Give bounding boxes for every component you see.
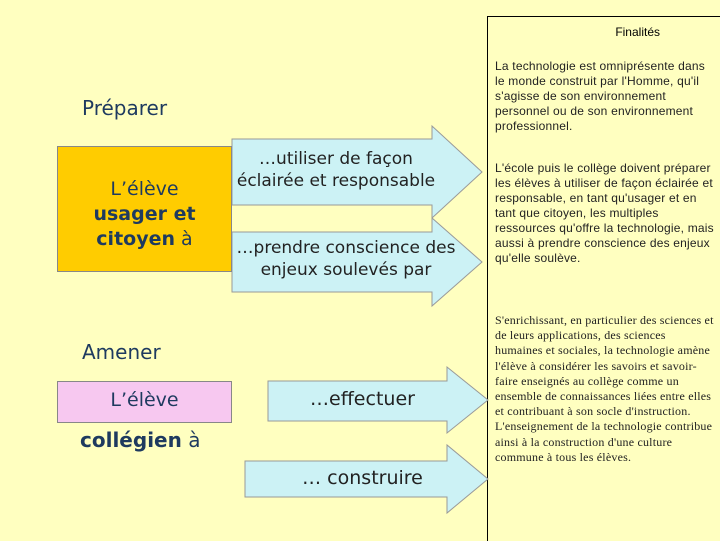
amener-box: L’élève [57,381,232,423]
finalites-title: Finalités [615,25,660,39]
amener-line-2-bold: collégien [80,428,182,452]
amener-line-2-rest: à [181,428,201,452]
amener-line-2 [80,428,200,452]
heading-preparer: Préparer [82,96,168,120]
arrow-effectuer-text: …effectuer [310,388,415,410]
preparer-line-1: L’élève [110,178,179,200]
finalites-text-2: L'école puis le collège doivent préparer les élèves à utiliser de façon éclairée et responsable, en tant qu'usager et en tant que citoyen, les multiples ressources qu'offre la technologie, mais aussi à prendre conscience des enjeux qu'elle soulève. [495,161,714,265]
preparer-box [57,146,232,272]
finalites-text-1: La technologie est omniprésente dans le monde construit par l'Homme, qu'il s'agisse de son environnement personnel ou de son environnement professionnel. [495,59,706,133]
preparer-line-3-rest: à [175,228,193,250]
arrow-utiliser-text: …utiliser de façon éclairée et responsable [236,149,436,191]
heading-amener: Amener [82,340,161,364]
preparer-line-3-bold: citoyen [96,228,176,250]
arrow-prendre-conscience-text: …prendre conscience des enjeux soulevés par [236,238,456,280]
preparer-line-3 [58,227,231,252]
finalites-text-3: S'enrichissant, en particulier des sciences et de leurs applications, des sciences humaines et sociales, la technologie amène l'élève à considérer les savoirs et savoir-faire enseignés au collège comme un ensemble de connaissances liées entre elles et contribuant à son socle d'instruction. L'enseignement de la technologie contribue ainsi à la construction d'une culture commune à tous les élèves. [495,313,714,464]
arrow-construire-text: … construire [302,467,423,489]
preparer-line-2: usager et [93,203,196,225]
